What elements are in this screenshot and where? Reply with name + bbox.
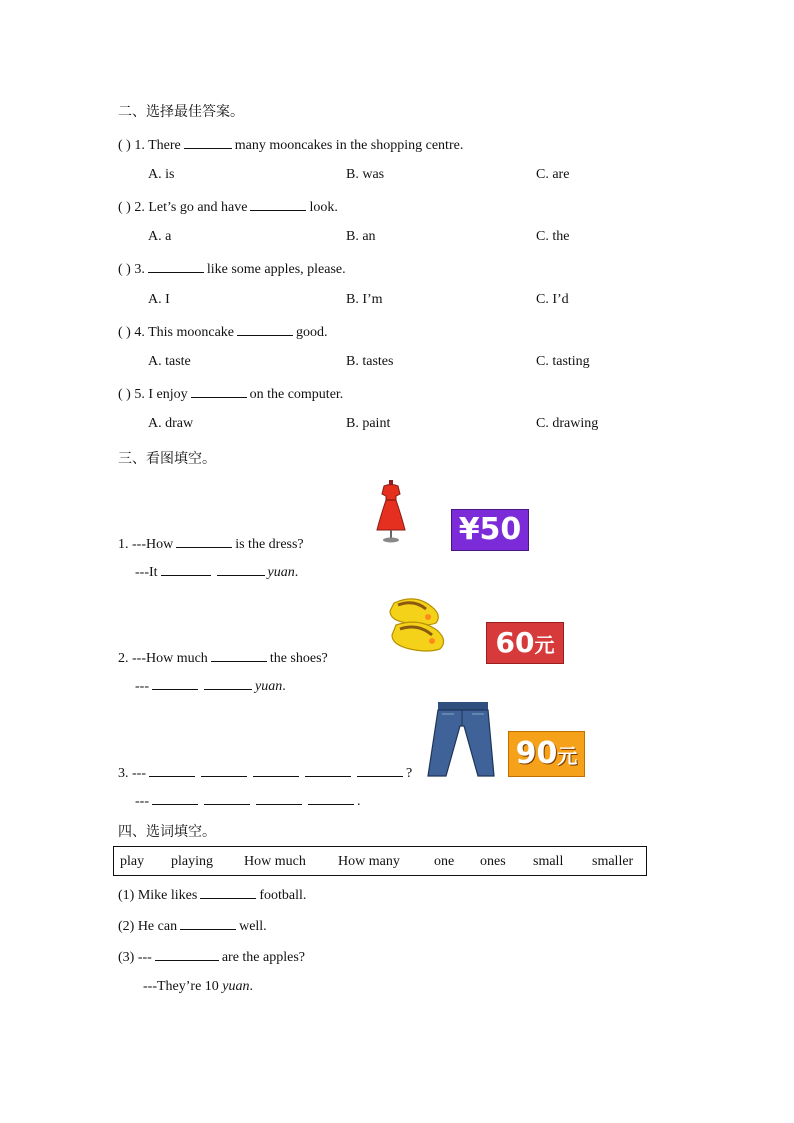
question-stem: ( ) 2. Let’s go and have [118, 200, 248, 215]
question-3 [118, 260, 346, 278]
option-a[interactable]: A. I [148, 292, 170, 307]
answer-blank[interactable] [152, 792, 198, 805]
answer-blank[interactable] [204, 677, 252, 690]
answer-blank[interactable] [152, 677, 198, 690]
word-bank-item: one [434, 854, 455, 869]
answer-blank[interactable] [253, 764, 299, 777]
answer-blank[interactable] [211, 649, 267, 662]
word-bank-item: How much [244, 854, 306, 869]
answer-blank[interactable] [204, 792, 250, 805]
fill-word-q3: (3) --- are the apples? [118, 950, 305, 965]
answer-blank[interactable] [305, 764, 351, 777]
option-c[interactable]: C. tasting [536, 354, 590, 369]
answer-blank[interactable] [357, 764, 403, 777]
answer-blank[interactable] [201, 764, 247, 777]
option-b[interactable]: B. I’m [346, 292, 383, 307]
answer-blank[interactable] [217, 563, 265, 576]
question-5 [118, 385, 343, 403]
fill-word-q2: (2) He can well. [118, 919, 267, 934]
word-bank-item: play [120, 854, 145, 869]
word-bank [113, 846, 647, 876]
question-stem-end: many mooncakes in the shopping centre. [234, 138, 464, 153]
question-1 [118, 136, 463, 154]
section3-title: 三、看图填空。 [118, 451, 216, 467]
answer-blank[interactable] [176, 535, 232, 548]
question-stem-end: like some apples, please. [206, 262, 346, 277]
answer-blank[interactable] [180, 917, 236, 930]
price-tag-50: ¥50 [451, 509, 529, 551]
answer-blank[interactable] [237, 323, 293, 336]
question-stem: ( ) 4. This mooncake [118, 325, 234, 340]
fill-q2-line2: --- yuan. [135, 679, 286, 694]
option-b[interactable]: B. was [346, 167, 385, 182]
word-bank-item: small [533, 854, 564, 869]
answer-blank[interactable] [191, 385, 247, 398]
fill-q2-line1: 2. ---How much the shoes? [118, 651, 328, 666]
option-c[interactable]: C. are [536, 167, 570, 182]
answer-blank[interactable] [308, 792, 354, 805]
answer-blank[interactable] [256, 792, 302, 805]
fill-q3-line2: --- . [135, 794, 361, 809]
question-2 [118, 198, 338, 216]
fill-q1-line2: ---It yuan. [135, 565, 299, 580]
fill-word-q3-answer: ---They’re 10 yuan. [143, 979, 254, 994]
answer-blank[interactable] [155, 948, 219, 961]
fill-word-q1: (1) Mike likes football. [118, 888, 307, 903]
option-a[interactable]: A. draw [148, 416, 194, 431]
question-stem: ( ) 5. I enjoy [118, 387, 188, 402]
question-stem: ( ) 1. There [118, 138, 181, 153]
option-b[interactable]: B. paint [346, 416, 391, 431]
word-bank-item: playing [171, 854, 213, 869]
word-bank-item: ones [480, 854, 506, 869]
answer-blank[interactable] [200, 886, 256, 899]
price-tag-60: 60元 [486, 622, 564, 664]
option-a[interactable]: A. a [148, 229, 172, 244]
shoes-image [386, 593, 452, 655]
option-c[interactable]: C. the [536, 229, 570, 244]
question-stem-end: look. [309, 200, 338, 215]
section2-title: 二、选择最佳答案。 [118, 104, 244, 120]
word-bank-item: smaller [592, 854, 634, 869]
option-a[interactable]: A. taste [148, 354, 191, 369]
price-tag-90: 90元 [508, 731, 585, 777]
question-stem-end: good. [296, 325, 328, 340]
jeans-image [422, 700, 502, 778]
answer-blank[interactable] [148, 260, 204, 273]
answer-blank[interactable] [161, 563, 211, 576]
section4-title: 四、选词填空。 [118, 824, 216, 840]
option-b[interactable]: B. tastes [346, 354, 394, 369]
question-4 [118, 323, 328, 341]
answer-blank[interactable] [250, 198, 306, 211]
fill-q1-line1: 1. ---How is the dress? [118, 537, 304, 552]
answer-blank[interactable] [184, 136, 232, 149]
question-stem: ( ) 3. [118, 262, 145, 277]
answer-blank[interactable] [149, 764, 195, 777]
question-stem-end: on the computer. [249, 387, 344, 402]
option-c[interactable]: C. I’d [536, 292, 569, 307]
option-b[interactable]: B. an [346, 229, 376, 244]
option-a[interactable]: A. is [148, 167, 175, 182]
dress-image [374, 478, 408, 544]
fill-q3-line1: 3. --- ? [118, 766, 413, 781]
word-bank-item: How many [338, 854, 400, 869]
option-c[interactable]: C. drawing [536, 416, 599, 431]
